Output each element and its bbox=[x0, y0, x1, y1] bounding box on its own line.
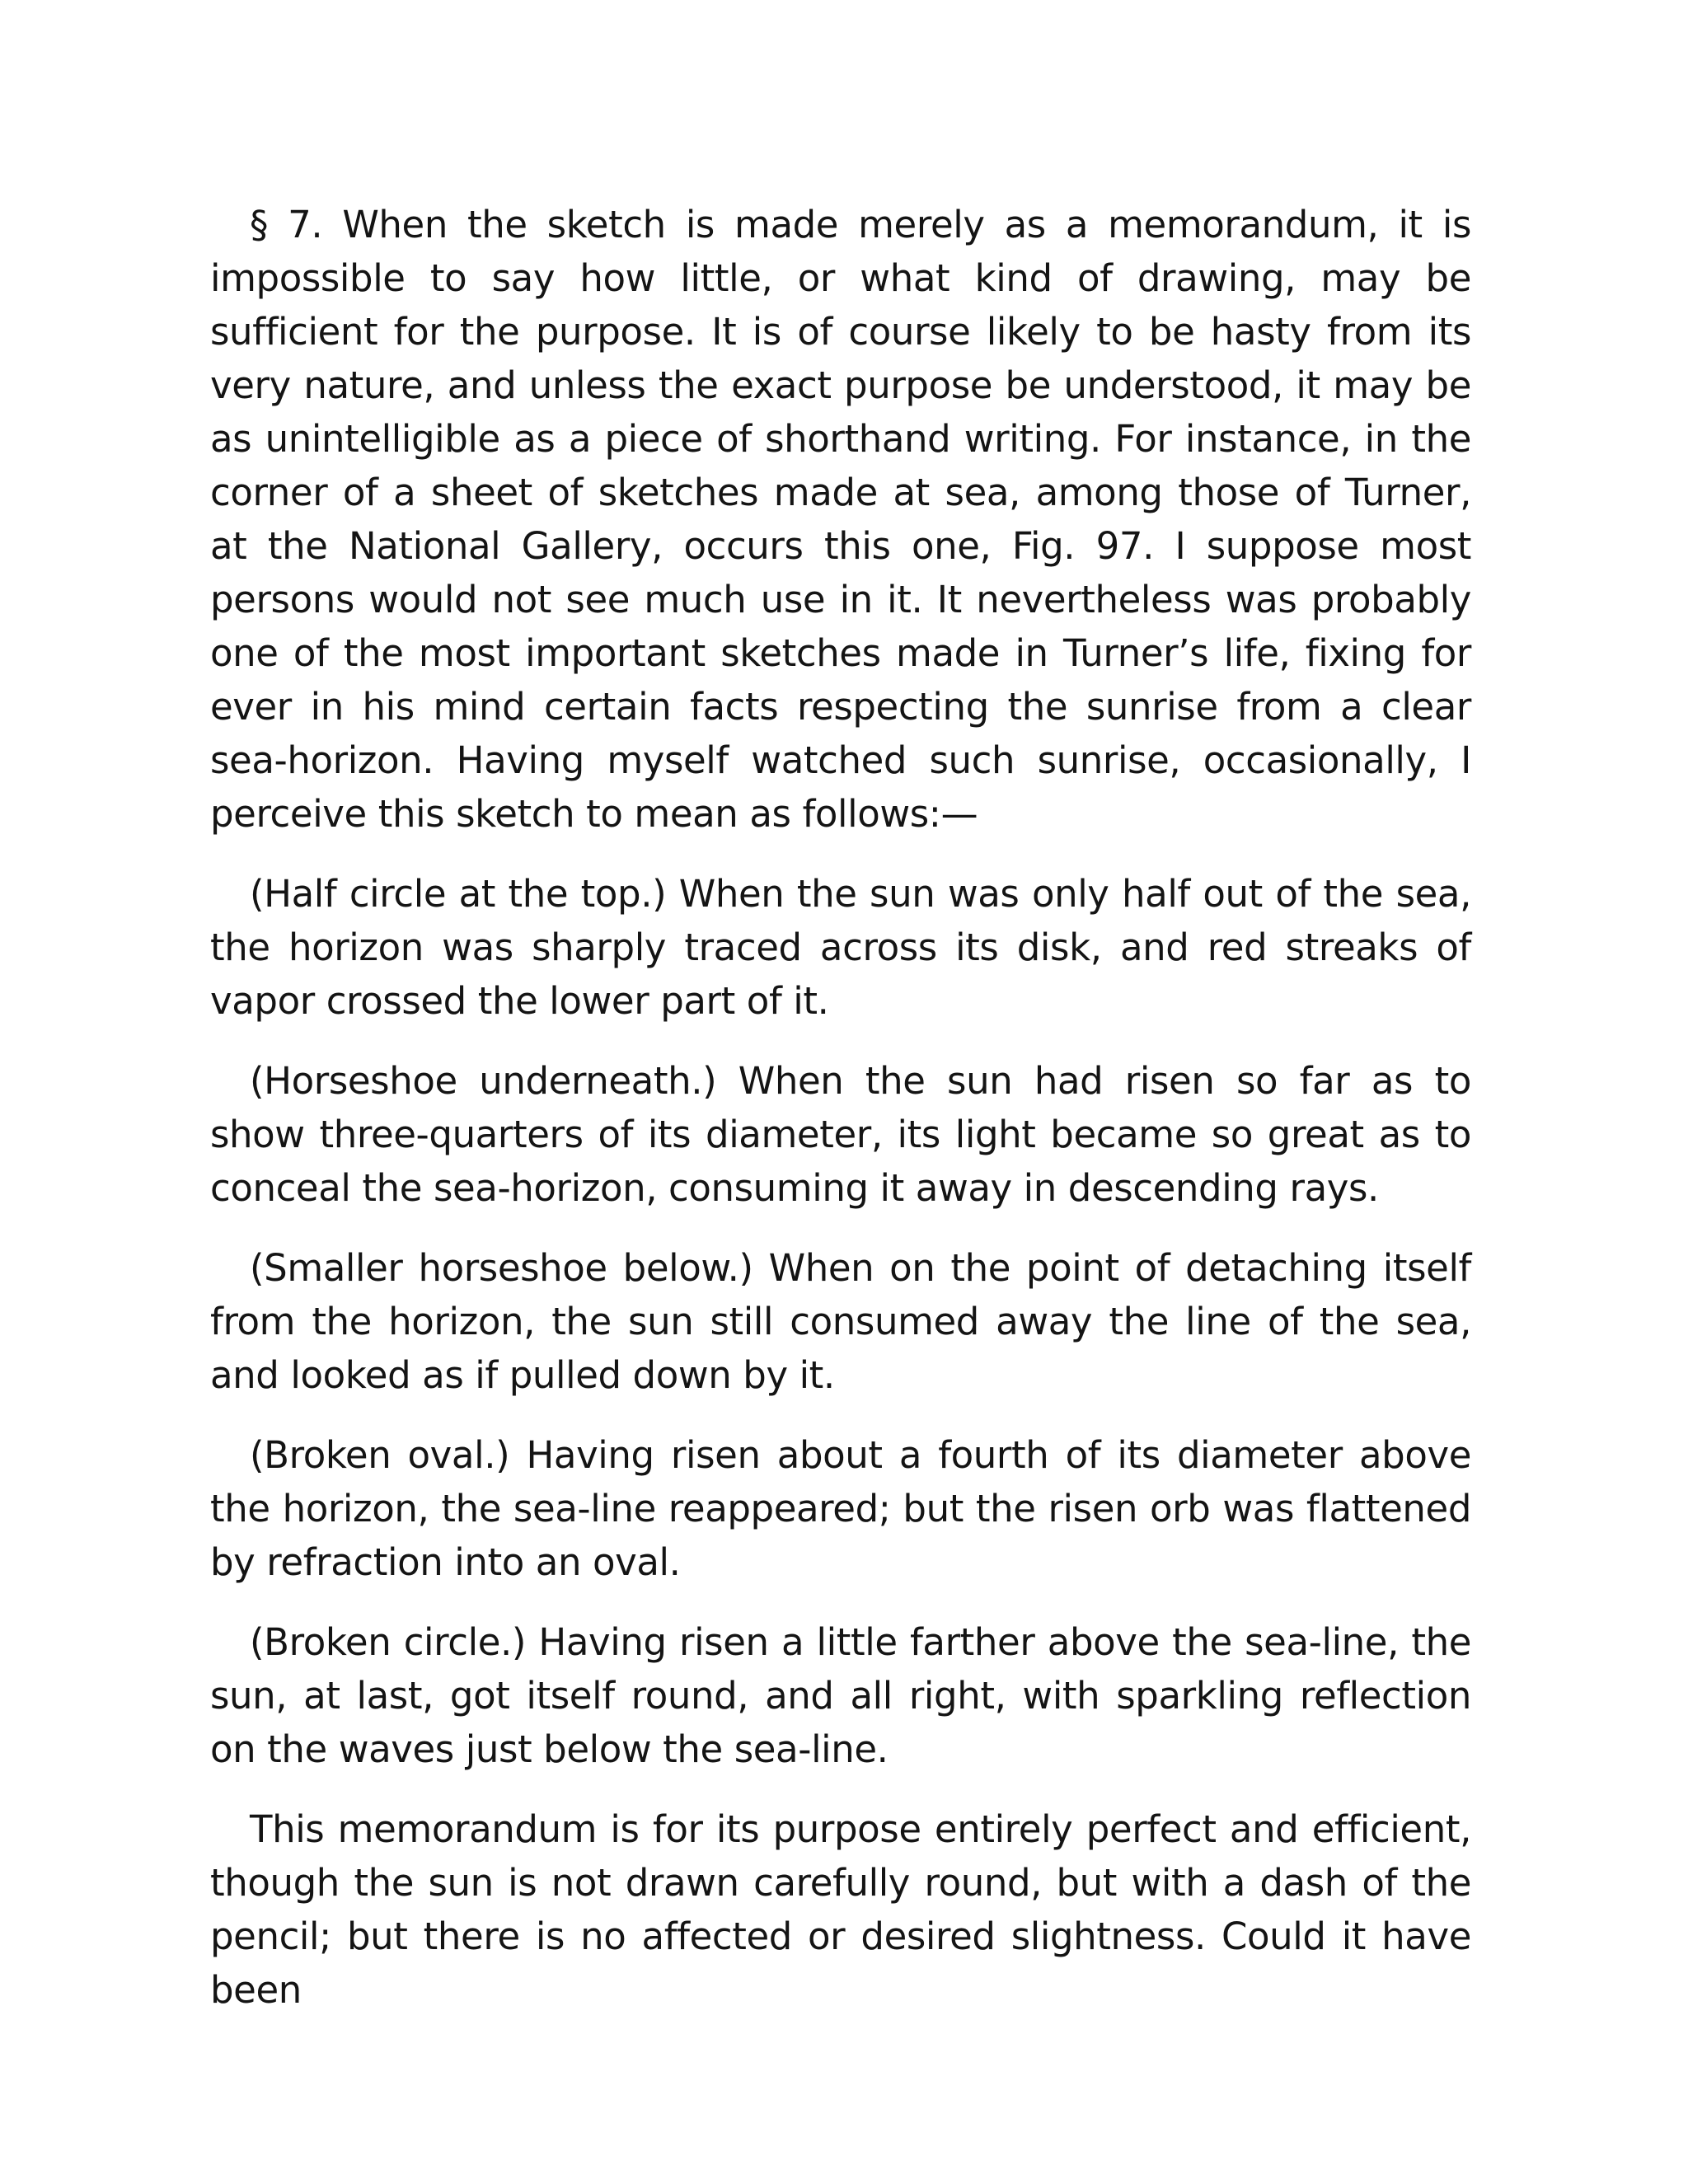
paragraph-section-7: § 7. When the sketch is made merely as a memorandum, it is impossible to say how little, or what kind of drawing, may be sufficient for the purpose. It is of course likely to be hasty from its very nature, and unless the exact purpose be understood, it may be as unintelligible as a piece of shorthand writing. For instance, in the corner of a sheet of sketches made at sea, among those of Turner, at the National Gallery, occurs this one, Fig. 97. I suppose most persons would not see much use in it. It nevertheless was probably one of the most important sketches made in Turner’s life, fixing for ever in his mind certain facts respecting the sunrise from a clear sea-horizon. Having myself watched such sunrise, occasionally, I perceive this sketch to mean as follows:— bbox=[210, 203, 1471, 836]
paragraph-broken-circle: (Broken circle.) Having risen a little farther above the sea-line, the sun, at last, got itself round, and all right, with sparkling reflection on the waves just below the sea-line. bbox=[210, 1620, 1471, 1771]
paragraph-smaller-horseshoe: (Smaller horseshoe below.) When on the point of detaching itself from the horizon, the sun still consumed away the line of the sea, and looked as if pulled down by it. bbox=[210, 1246, 1471, 1397]
paragraph-memorandum: This memorandum is for its purpose entirely perfect and efficient, though the sun is not drawn carefully round, but with a dash of the pencil; but there is no affected or desired slightness. Could it have been bbox=[210, 1807, 1471, 2012]
body-text bbox=[210, 198, 1471, 2012]
paragraph-broken-oval: (Broken oval.) Having risen about a fourth of its diameter above the horizon, the sea-line reappeared; but the risen orb was flattened by refraction into an oval. bbox=[210, 1433, 1471, 1584]
paragraph-half-circle: (Half circle at the top.) When the sun was only half out of the sea, the horizon was sharply traced across its disk, and red streaks of vapor crossed the lower part of it. bbox=[210, 872, 1471, 1023]
paragraph-horseshoe: (Horseshoe underneath.) When the sun had risen so far as to show three-quarters of its diameter, its light became so great as to conceal the sea-horizon, consuming it away in descending rays. bbox=[210, 1059, 1471, 1210]
